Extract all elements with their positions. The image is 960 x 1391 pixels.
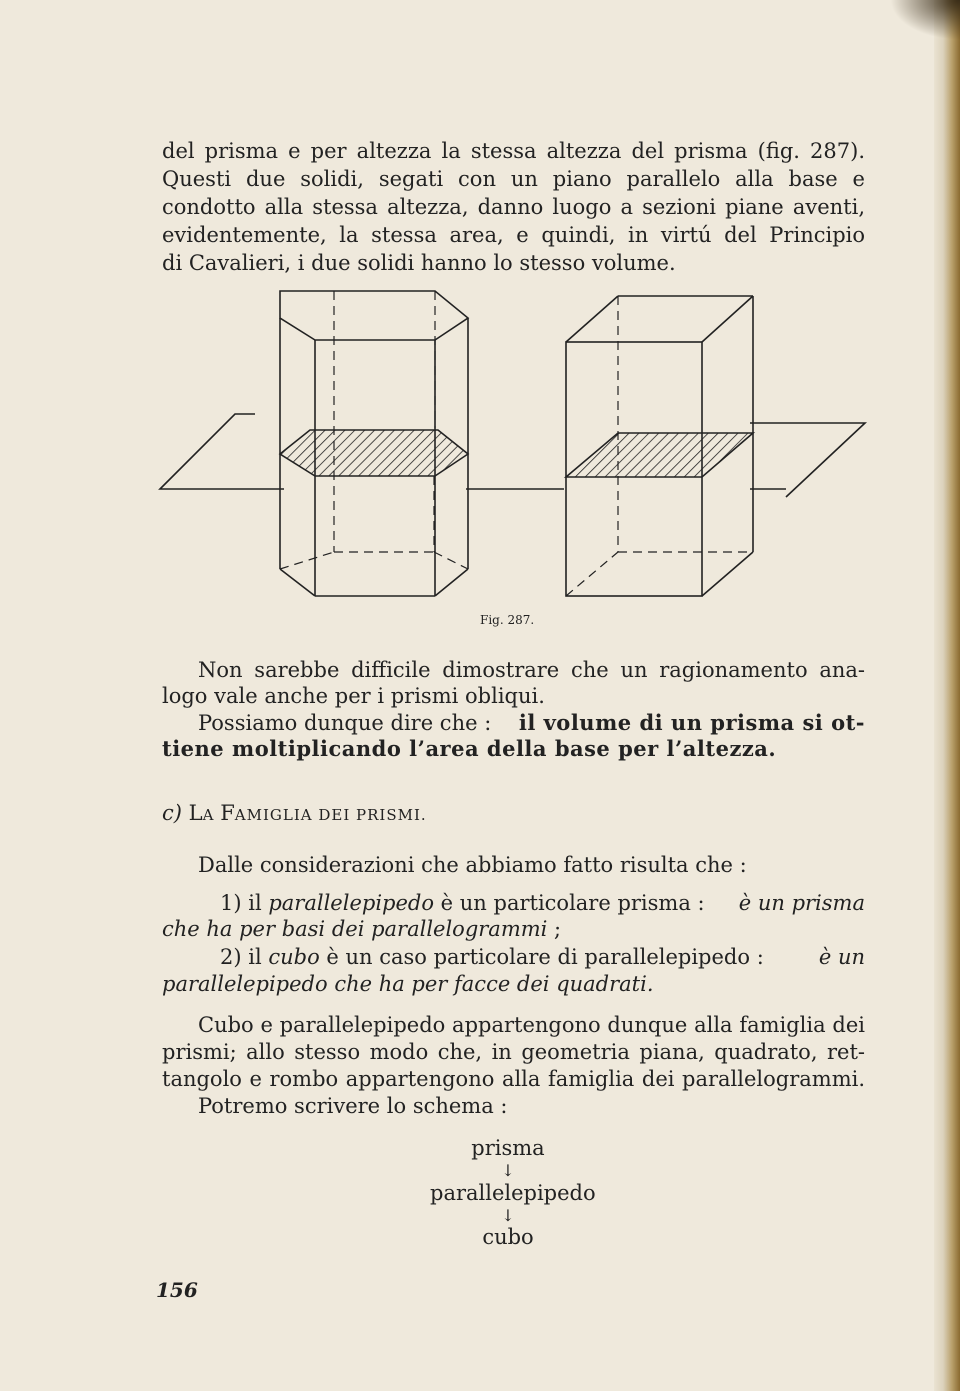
figure-287-prisms <box>150 278 872 608</box>
term: parallelepipedo <box>268 891 434 915</box>
list-item-text <box>220 891 705 915</box>
text-span: è un caso particolare di parallelepipedo : <box>319 945 764 969</box>
text-line: prismi; allo stesso modo che, in geometria piana, quadrato, ret- <box>162 1040 865 1064</box>
list-item-cont <box>162 917 561 941</box>
heading-part: F <box>220 801 235 825</box>
text-line: del prisma e per altezza la stessa altezza del prisma (fig. 287). <box>162 139 865 163</box>
bold-statement: il volume di un prisma si ot- <box>518 710 865 735</box>
definition: è un <box>818 945 865 969</box>
text-span: Possiamo dunque dire che : <box>198 711 492 735</box>
text-line: di Cavalieri, i due solidi hanno lo stesso volume. <box>162 251 676 275</box>
definition: che ha per basi dei parallelogrammi <box>162 917 548 941</box>
text-line: Dalle considerazioni che abbiamo fatto risulta che : <box>198 853 747 877</box>
list-item-text <box>220 945 764 969</box>
definition: è un prisma <box>738 891 865 915</box>
text-span: 1) il <box>220 891 269 915</box>
list-item <box>220 891 865 915</box>
text-line <box>198 711 865 735</box>
text-span: è un particolare prisma : <box>434 891 705 915</box>
section-heading <box>162 801 427 827</box>
schema-arrow: ↓ <box>501 1161 515 1180</box>
figure-caption: Fig. 287. <box>480 613 535 627</box>
text-line: Questi due solidi, segati con un piano parallelo alla base e <box>162 167 865 191</box>
schema-arrow: ↓ <box>501 1206 515 1225</box>
section-prefix: c) <box>162 801 189 825</box>
heading-part: A <box>202 806 221 824</box>
text-line: evidentemente, la stessa area, e quindi, in virtú del Principio <box>162 223 865 247</box>
schema-cubo: cubo <box>482 1225 534 1249</box>
heading-part: L <box>188 801 203 825</box>
text-line: tangolo e rombo appartengono alla famiglia dei parallelogrammi. <box>162 1067 865 1091</box>
term: cubo <box>268 945 320 969</box>
definition: parallelepipedo che ha per facce dei quadrati. <box>162 972 654 996</box>
list-item <box>220 945 865 969</box>
bold-statement: tiene moltiplicando l’area della base per l’altezza. <box>162 736 777 761</box>
page-number: 156 <box>156 1278 198 1302</box>
text-line: Potremo scrivere lo schema : <box>198 1094 508 1118</box>
text-line: condotto alla stessa altezza, danno luogo a sezioni piane aventi, <box>162 195 865 219</box>
text-span: 2) il <box>220 945 269 969</box>
heading-part: AMIGLIA DEI PRISMI. <box>234 806 427 824</box>
schema-prisma: prisma <box>471 1136 545 1160</box>
text-line: Non sarebbe difficile dimostrare che un ragionamento ana- <box>198 658 865 682</box>
page-edge-shadow <box>934 0 960 1391</box>
figure-lines <box>160 291 865 596</box>
text-span: ; <box>547 917 562 941</box>
text-line: logo vale anche per i prismi obliqui. <box>162 684 545 708</box>
schema-parallelepipedo: parallelepipedo <box>430 1181 596 1205</box>
corner-shadow <box>890 0 960 40</box>
text-line: Cubo e parallelepipedo appartengono dunque alla famiglia dei <box>198 1013 865 1037</box>
